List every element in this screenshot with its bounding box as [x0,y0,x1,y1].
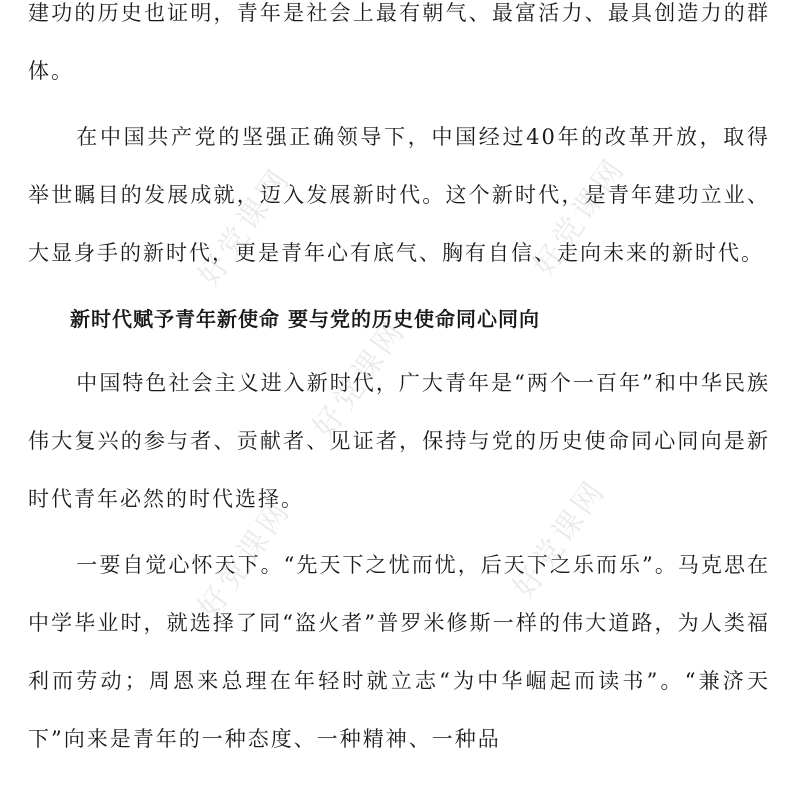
paragraph-1: 建功的历史也证明，青年是社会上最有朝气、最富活力、最具创造力的群体。 [28,1,770,83]
watermark-text: 好党课网 [306,313,414,445]
document-body [28,0,770,776]
watermark-text: 好党课网 [191,161,299,293]
watermark-text: 好党课网 [526,151,634,283]
watermark-text: 好党课网 [191,493,299,625]
section-heading: 新时代赋予青年新使命 要与党的历史使命同心同向 [70,307,540,331]
paragraph-2: 在中国共产党的坚强正确领导下，中国经过40年的改革开放，取得举世瞩目的发展成就，迈入发展新时代。这个新时代，是青年建功立业、大显身手的新时代，更是青年心有底气、胸有自信、走向未来的新时代。 [28,125,770,265]
watermark-text: 好党课网 [506,473,614,605]
paragraph-4: 一要自觉心怀天下。“先天下之忧而忧，后天下之乐而乐”。马克思在中学毕业时，就选择了同“盗火者”普罗米修斯一样的伟大道路，为人类福利而劳动；周恩来总理在年轻时就立志“为中华崛起而读书”。“兼济天下”向来是青年的一种态度、一种精神、一种品 [28,553,770,751]
paragraph-3: 中国特色社会主义进入新时代，广大青年是“两个一百年”和中华民族伟大复兴的参与者、贡献者、见证者，保持与党的历史使命同心同向是新时代青年必然的时代选择。 [28,371,770,511]
